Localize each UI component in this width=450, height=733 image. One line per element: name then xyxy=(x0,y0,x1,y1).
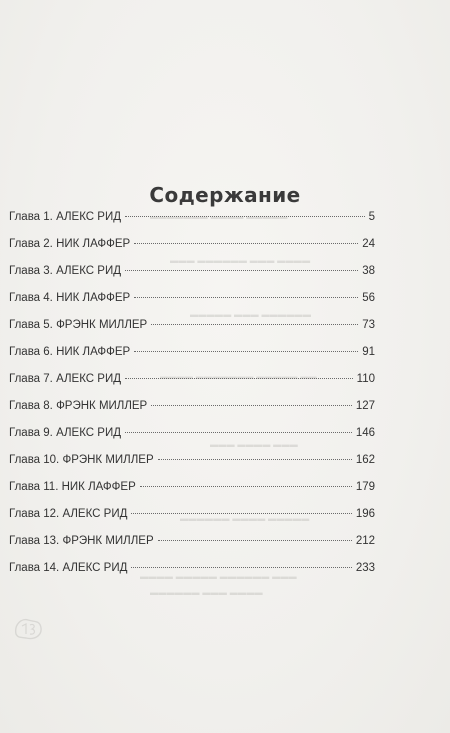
toc-entry xyxy=(9,291,375,318)
show-through-line: ▬▬▬▬▬ ▬▬▬ ▬▬▬▬▬▬ xyxy=(190,310,312,319)
toc-entry-chapter: Глава 4. xyxy=(9,292,53,304)
toc-entry-chapter: Глава 12. xyxy=(9,508,60,520)
toc-entry-label xyxy=(9,561,127,575)
toc-entry-label xyxy=(9,237,130,251)
toc-entry-chapter: Глава 11. xyxy=(9,481,59,493)
toc-entry xyxy=(9,507,375,534)
toc-entry-label xyxy=(9,345,130,359)
toc-entry-chapter: Глава 6. xyxy=(9,346,53,358)
dot-leader xyxy=(125,216,365,217)
dot-leader xyxy=(134,351,358,352)
toc-entry-page: 110 xyxy=(356,373,375,385)
dot-leader xyxy=(158,540,352,541)
toc-entry-page: 24 xyxy=(362,238,375,250)
toc-entry-name: АЛЕКС РИД xyxy=(56,265,121,277)
toc-entry-label xyxy=(9,318,147,332)
toc-entry-name: НИК ЛАФФЕР xyxy=(56,292,131,304)
show-through-line: ▬▬▬▬▬▬ ▬▬▬ ▬▬▬▬ xyxy=(150,588,263,597)
toc-entry-label xyxy=(9,426,121,440)
toc-entry xyxy=(9,372,375,399)
show-through-line: ▬▬▬▬ ▬▬▬▬▬▬▬ ▬▬▬▬▬ ▬▬ xyxy=(160,372,317,381)
toc-entry-name: ФРЭНК МИЛЛЕР xyxy=(56,319,148,331)
toc-entry-page: 196 xyxy=(355,508,375,520)
toc-entry-page: 38 xyxy=(362,265,375,277)
toc-entry-label xyxy=(9,480,136,494)
toc-entry-name: АЛЕКС РИД xyxy=(56,427,121,439)
toc-entry-chapter: Глава 5. xyxy=(9,319,53,331)
dot-leader xyxy=(131,513,351,514)
show-through-line: ▬▬▬ ▬▬▬▬ ▬▬▬ xyxy=(210,440,299,449)
toc-entry-label xyxy=(9,399,147,413)
dot-leader xyxy=(151,324,358,325)
toc-entry-name: НИК ЛАФФЕР xyxy=(56,346,131,358)
toc-entry-chapter: Глава 1. xyxy=(9,211,53,223)
toc-entry-chapter: Глава 9. xyxy=(9,427,53,439)
toc-entry-page: 91 xyxy=(362,346,375,358)
dot-leader xyxy=(134,243,358,244)
toc-entry-label xyxy=(9,453,154,467)
toc-entry-name: ФРЭНК МИЛЛЕР xyxy=(56,400,148,412)
toc-entry-chapter: Глава 8. xyxy=(9,400,53,412)
toc-entry xyxy=(9,237,375,264)
toc-entry xyxy=(9,399,375,426)
toc-entry-name: НИК ЛАФФЕР xyxy=(56,238,131,250)
toc-entry-label xyxy=(9,534,154,548)
toc-entry-name: АЛЕКС РИД xyxy=(56,373,121,385)
toc-entry xyxy=(9,561,375,588)
dot-leader xyxy=(125,378,353,379)
dot-leader xyxy=(131,567,351,568)
dot-leader xyxy=(125,270,358,271)
toc-entry-page: 233 xyxy=(355,562,375,574)
toc-entry xyxy=(9,534,375,561)
toc-entry xyxy=(9,480,375,507)
toc-entry xyxy=(9,453,375,480)
toc-entry-page: 212 xyxy=(355,535,375,547)
toc-entry-chapter: Глава 3. xyxy=(9,265,53,277)
toc-entry-page: 179 xyxy=(355,481,375,493)
toc-entry-name: АЛЕКС РИД xyxy=(62,562,128,574)
toc-entry-name: НИК ЛАФФЕР xyxy=(61,481,136,493)
toc-entry-name: АЛЕКС РИД xyxy=(56,211,121,223)
dot-leader xyxy=(140,486,352,487)
toc-entry-chapter: Глава 7. xyxy=(9,373,53,385)
page-ornament-icon xyxy=(12,614,44,642)
toc-entry-name: ФРЭНК МИЛЛЕР xyxy=(62,535,154,547)
toc-entry-label xyxy=(9,372,121,386)
toc-entry xyxy=(9,318,375,345)
toc-entry xyxy=(9,264,375,291)
toc-entry-label xyxy=(9,507,127,521)
toc-entry-name: АЛЕКС РИД xyxy=(62,508,128,520)
toc-entry-page: 162 xyxy=(355,454,375,466)
toc-entry-chapter: Глава 2. xyxy=(9,238,53,250)
toc-entry xyxy=(9,426,375,453)
toc-entry-page: 146 xyxy=(355,427,375,439)
toc-entry-chapter: Глава 14. xyxy=(9,562,60,574)
toc-entry xyxy=(9,210,375,237)
toc-entry-name: ФРЭНК МИЛЛЕР xyxy=(62,454,154,466)
show-through-line: ▬▬▬▬▬▬ ▬▬▬▬ ▬▬▬▬▬ xyxy=(180,514,310,523)
show-through-line: ▬▬▬▬ ▬▬▬▬▬ ▬▬▬▬▬▬ ▬▬▬ xyxy=(140,572,297,581)
toc-entry-chapter: Глава 13. xyxy=(9,535,60,547)
show-through-line: ▬▬▬ ▬▬▬▬▬▬ ▬▬▬ ▬▬▬▬ xyxy=(170,256,311,265)
toc-title: Содержание xyxy=(149,183,301,208)
show-through-line: ▬▬▬▬▬▬▬ ▬▬▬▬ ▬▬▬▬▬ xyxy=(150,212,288,221)
toc-entry-label xyxy=(9,291,130,305)
dot-leader xyxy=(158,459,352,460)
toc-entry-chapter: Глава 10. xyxy=(9,454,60,466)
toc-entry-page: 56 xyxy=(362,292,375,304)
dot-leader xyxy=(134,297,358,298)
toc-entry-label xyxy=(9,264,121,278)
toc-entry xyxy=(9,345,375,372)
toc-entry-label xyxy=(9,210,121,224)
toc-entry-page: 5 xyxy=(368,211,375,223)
toc-list xyxy=(9,210,375,588)
dot-leader xyxy=(151,405,352,406)
dot-leader xyxy=(125,432,352,433)
toc-entry-page: 127 xyxy=(355,400,375,412)
toc-entry-page: 73 xyxy=(362,319,375,331)
